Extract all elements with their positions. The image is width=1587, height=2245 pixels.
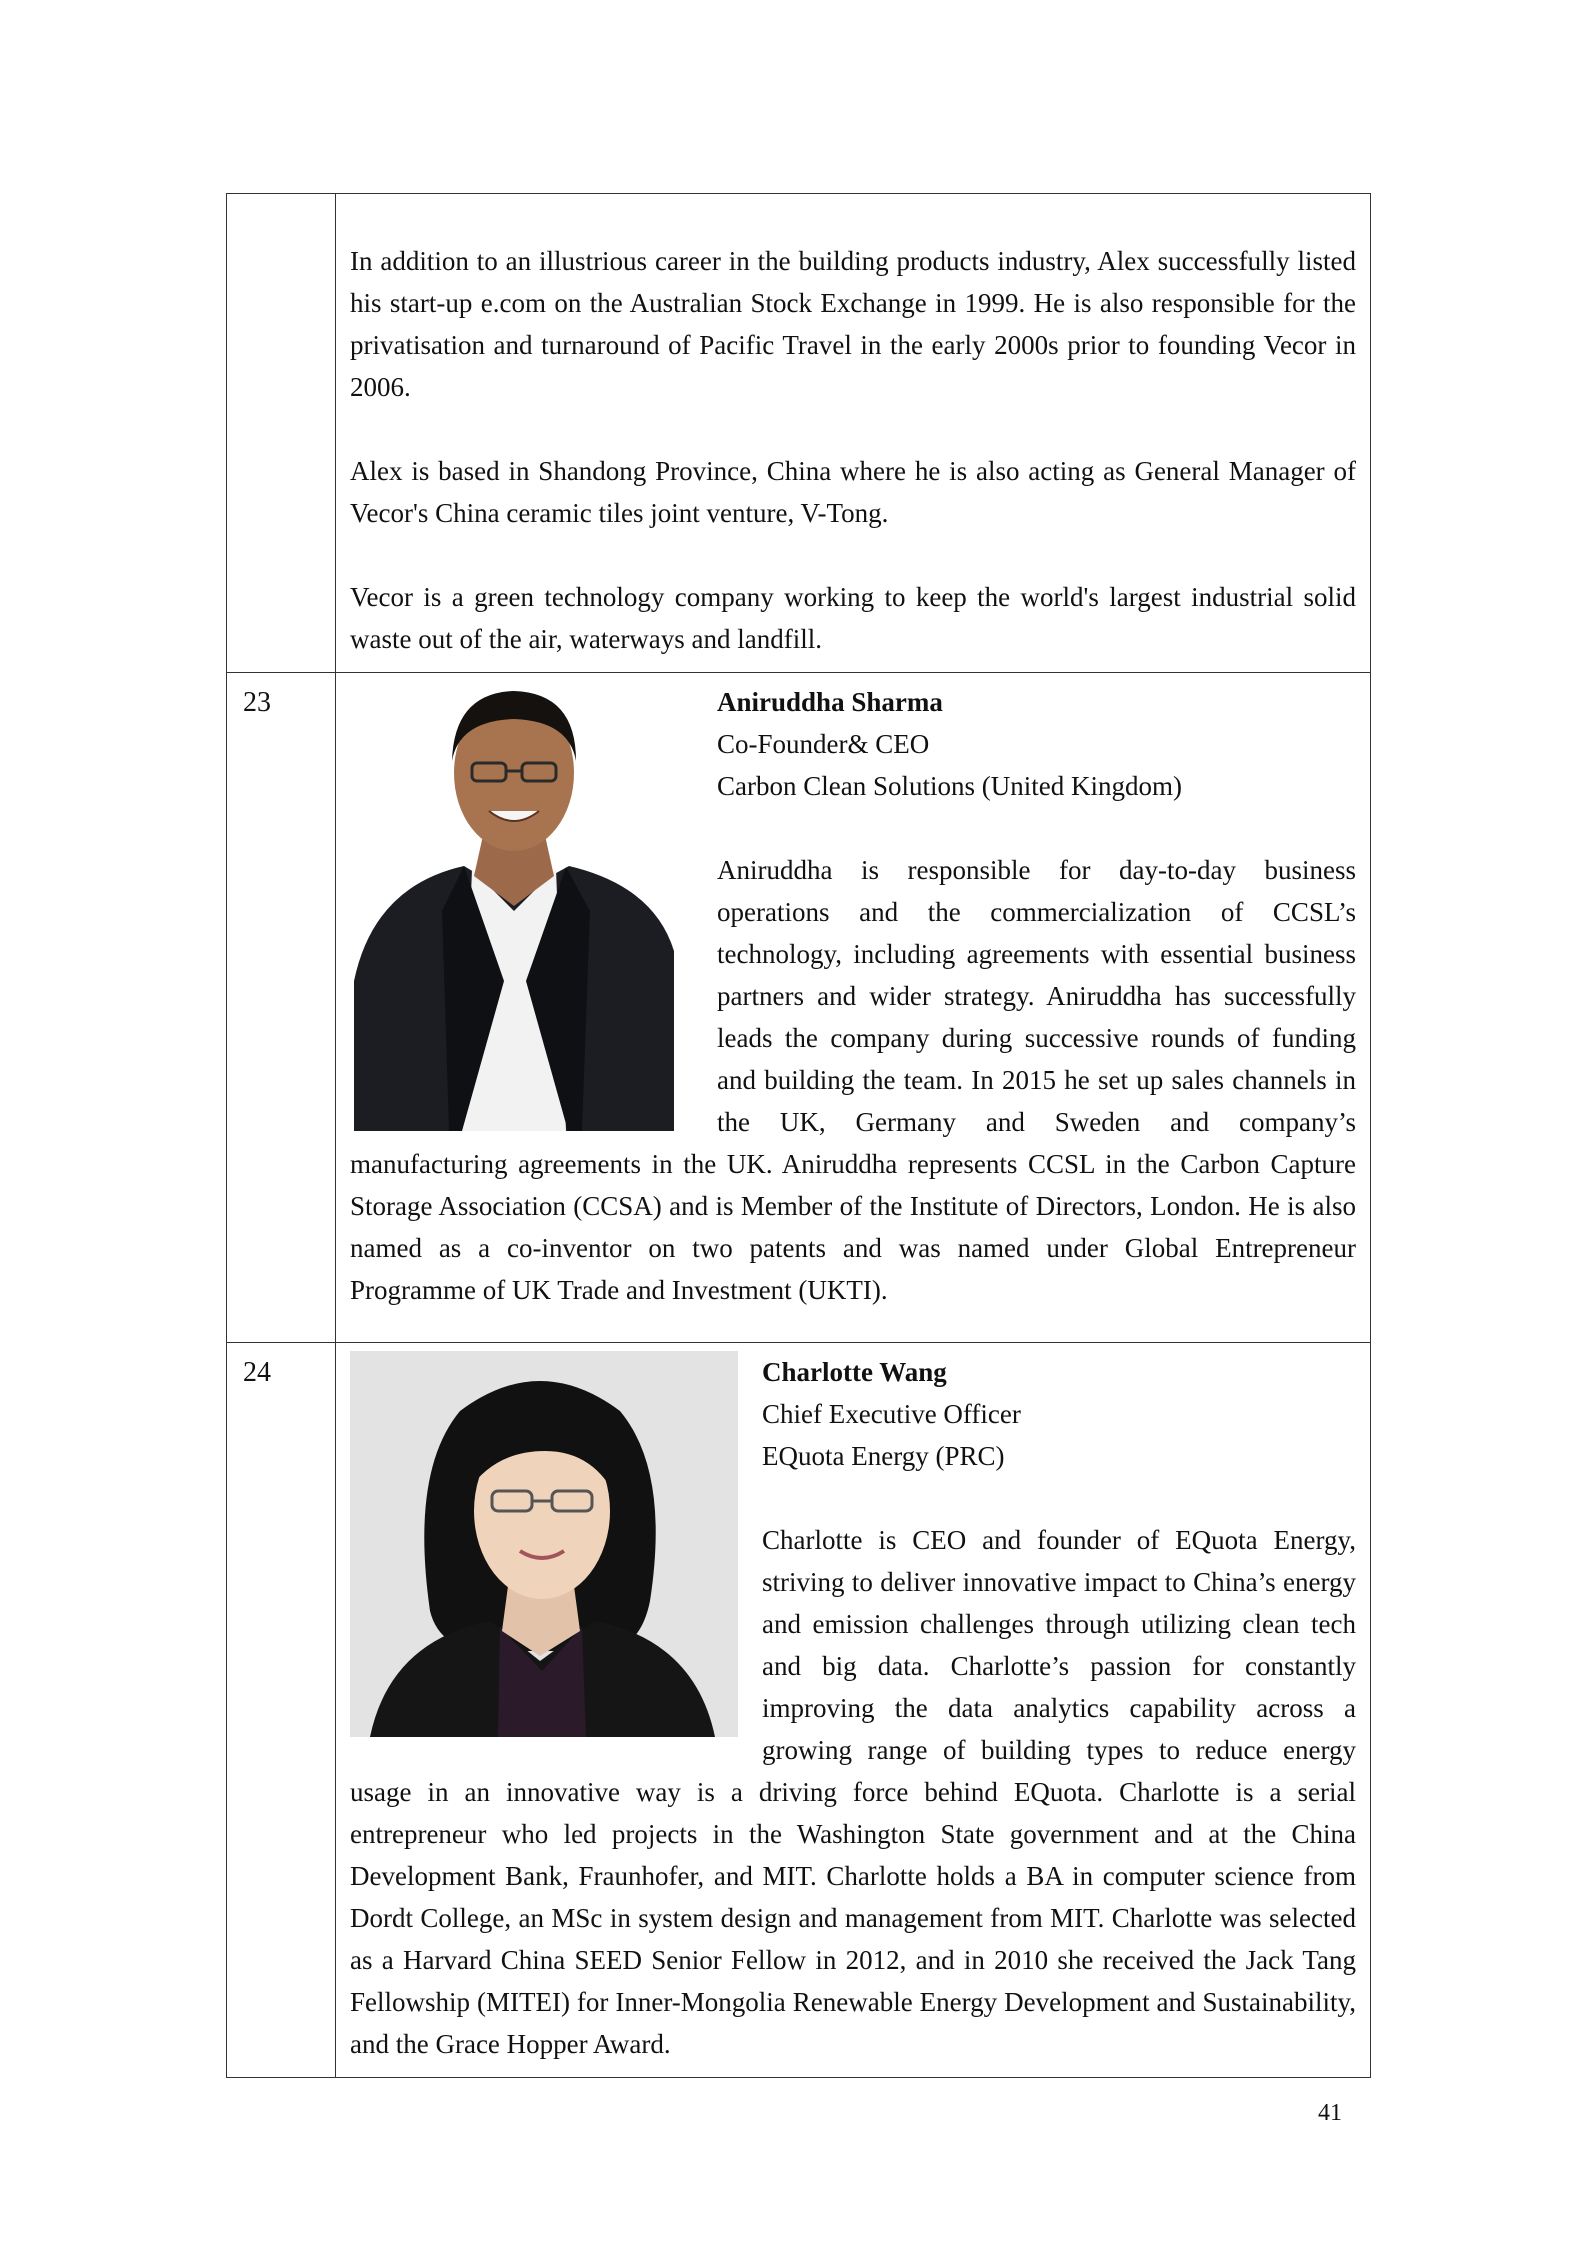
bio-cell bbox=[336, 1343, 1371, 2078]
speaker-bios-table bbox=[226, 193, 1371, 2078]
bio-paragraph: Aniruddha is responsible for day-to-day business operations and the commercialization of CCSL’s technology, including agreements with essential business partners and wider strategy. Aniruddha has successfully leads the company during successive rounds of funding and building the team. In 2015 he set up sales channels in the UK, Germany and Sweden and company’s manufacturing agreements in the UK. Aniruddha represents CCSL in the Carbon Capture Storage Association (CCSA) and is Member of the Institute of Directors, London. He is also named as a co-inventor on two patents and was named under Global Entrepreneur Programme of UK Trade and Investment (UKTI). bbox=[350, 855, 1356, 1305]
bio-paragraph: Vecor is a green technology company working to keep the world's largest industrial solid waste out of the air, waterways and landfill. bbox=[350, 582, 1356, 654]
speaker-title: Chief Executive Officer bbox=[762, 1399, 1021, 1429]
table-row bbox=[227, 1343, 1371, 2078]
bio-cell bbox=[336, 194, 1371, 673]
row-number: 23 bbox=[243, 687, 271, 718]
speaker-company: Carbon Clean Solutions (United Kingdom) bbox=[717, 771, 1182, 801]
row-number-cell bbox=[227, 673, 336, 1343]
row-number-cell bbox=[227, 194, 336, 673]
portrait-photo bbox=[354, 681, 674, 1131]
row-number: 24 bbox=[243, 1357, 271, 1388]
bio-paragraph: Charlotte is CEO and founder of EQuota Energy, striving to deliver innovative impact to China’s energy and emission challenges through utilizing clean tech and big data. Charlotte’s passion for constantly improving the data analytics capability across a growing range of building types to reduce energy usage in an innovative way is a driving force behind EQuota. Charlotte is a serial entrepreneur who led projects in the Washington State government and at the China Development Bank, Fraunhofer, and MIT. Charlotte holds a BA in computer science from Dordt College, an MSc in system design and management from MIT. Charlotte was selected as a Harvard China SEED Senior Fellow in 2012, and in 2010 she received the Jack Tang Fellowship (MITEI) for Inner-Mongolia Renewable Energy Development and Sustainability, and the Grace Hopper Award. bbox=[350, 1525, 1356, 2059]
table-row bbox=[227, 194, 1371, 673]
portrait-photo bbox=[350, 1351, 738, 1737]
table-row bbox=[227, 673, 1371, 1343]
row-number-cell bbox=[227, 1343, 336, 2078]
speaker-company: EQuota Energy (PRC) bbox=[762, 1441, 1005, 1471]
bio-paragraph: In addition to an illustrious career in the building products industry, Alex successfully listed his start-up e.com on the Australian Stock Exchange in 1999. He is also responsible for the privatisation and turnaround of Pacific Travel in the early 2000s prior to founding Vecor in 2006. bbox=[350, 246, 1356, 402]
speaker-title: Co-Founder& CEO bbox=[717, 729, 930, 759]
bio-paragraph: Alex is based in Shandong Province, China where he is also acting as General Manager of Vecor's China ceramic tiles joint venture, V-Tong. bbox=[350, 456, 1356, 528]
speaker-name: Aniruddha Sharma bbox=[717, 687, 943, 717]
page-number: 41 bbox=[1318, 2100, 1342, 2126]
bio-cell bbox=[336, 673, 1371, 1343]
speaker-name: Charlotte Wang bbox=[762, 1357, 947, 1387]
